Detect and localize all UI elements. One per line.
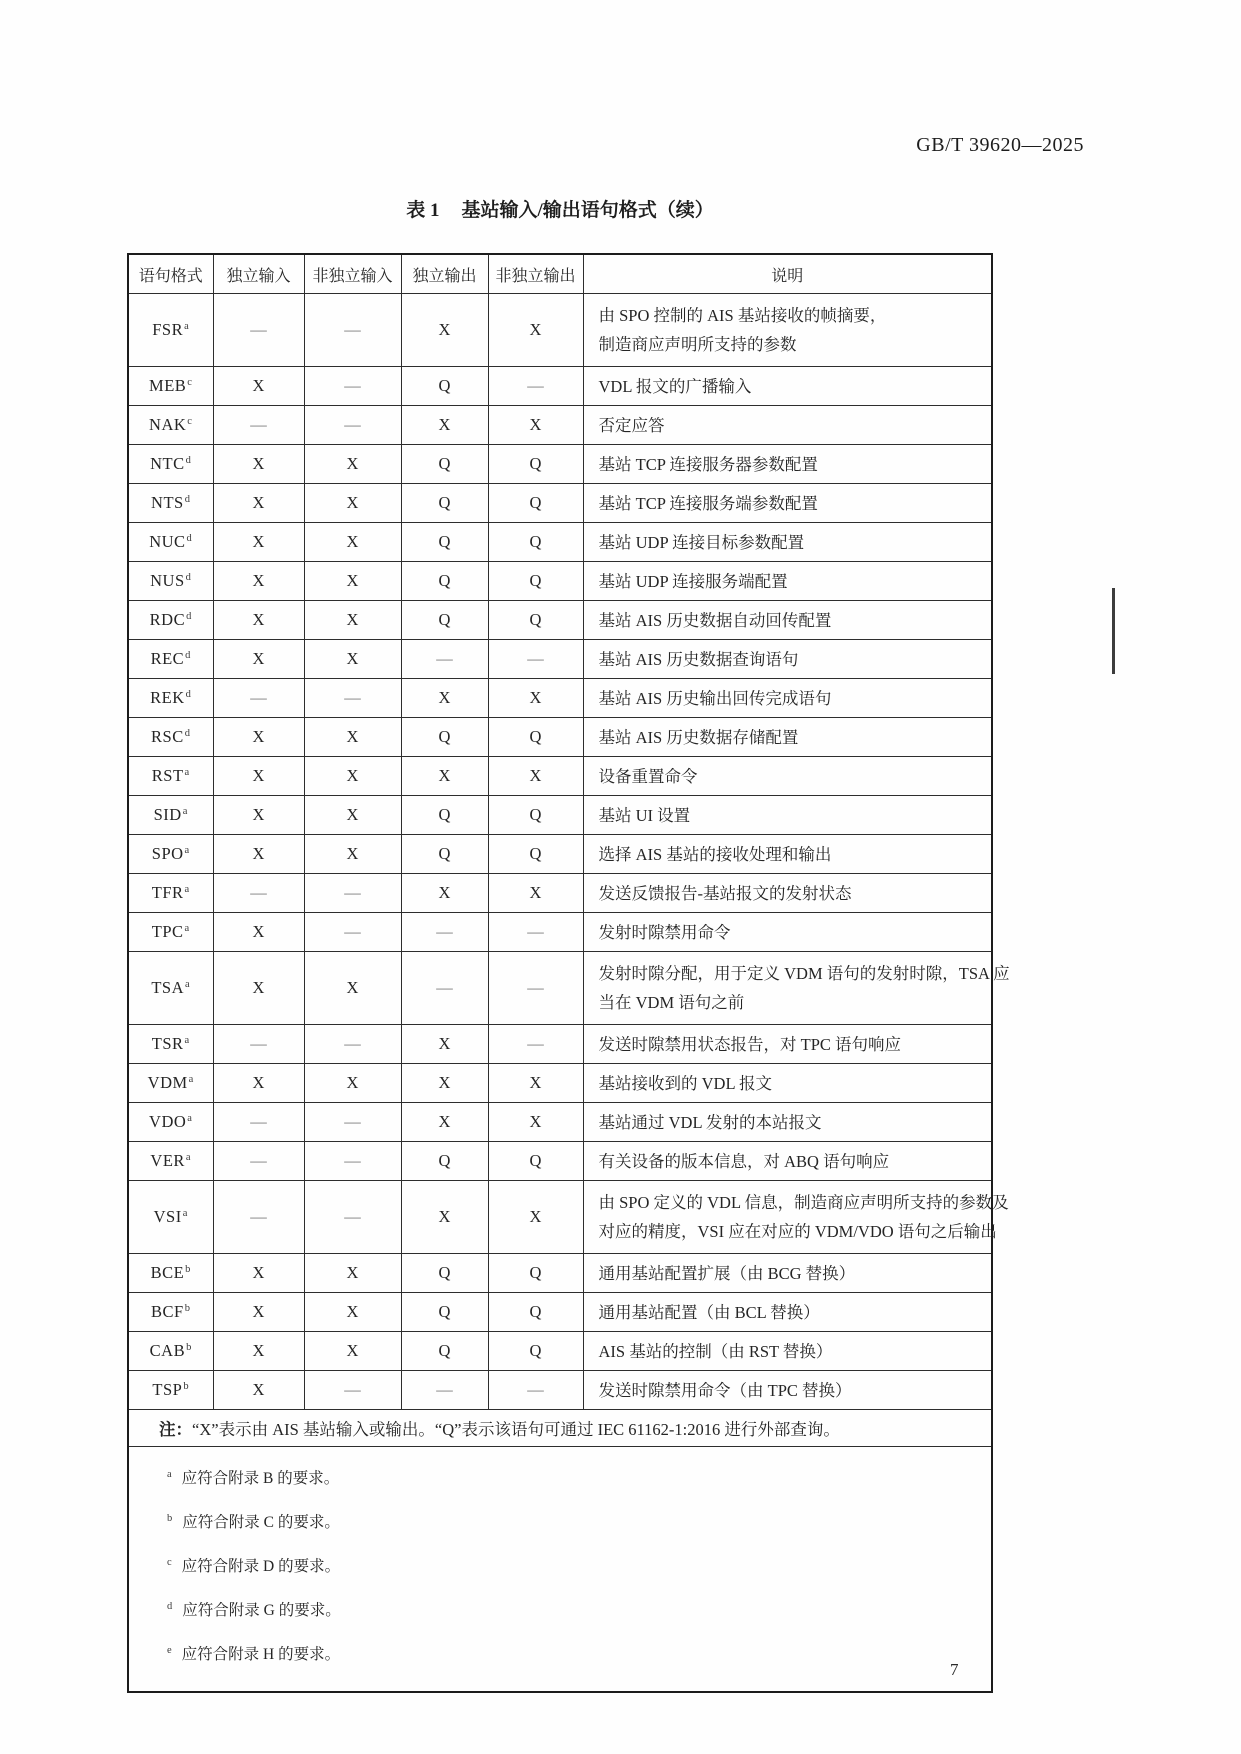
sentence-code-cell bbox=[128, 367, 213, 406]
footnote-text: 应符合附录 B 的要求。 bbox=[181, 1470, 340, 1487]
mark-cell: X bbox=[401, 679, 488, 718]
sentence-code: TSR bbox=[151, 1034, 184, 1053]
mark-cell: X bbox=[304, 796, 401, 835]
description-line: 基站 AIS 历史数据查询语句 bbox=[598, 649, 799, 669]
mark-cell: X bbox=[304, 952, 401, 1025]
description-cell bbox=[583, 1293, 992, 1332]
description-line: 基站 AIS 历史输出回传完成语句 bbox=[598, 688, 832, 708]
mark-cell: — bbox=[304, 294, 401, 367]
mark-cell: — bbox=[304, 406, 401, 445]
mark-cell: Q bbox=[488, 484, 583, 523]
description-cell bbox=[583, 679, 992, 718]
sentence-code-cell bbox=[128, 874, 213, 913]
mark-cell: X bbox=[401, 1064, 488, 1103]
column-header-sentence-format: 语句格式 bbox=[128, 254, 213, 294]
mark-cell: — bbox=[488, 952, 583, 1025]
description-line: 基站 TCP 连接服务端参数配置 bbox=[598, 493, 818, 513]
description-line: 基站 TCP 连接服务器参数配置 bbox=[598, 454, 818, 474]
mark-cell: X bbox=[213, 445, 304, 484]
mark-cell: X bbox=[304, 1064, 401, 1103]
table-row bbox=[128, 913, 992, 952]
mark-cell: X bbox=[304, 484, 401, 523]
mark-cell: X bbox=[401, 406, 488, 445]
footnote-line bbox=[167, 1455, 981, 1499]
description-line: 由 SPO 控制的 AIS 基站接收的帧摘要， bbox=[598, 306, 887, 325]
sentence-code: TFR bbox=[151, 883, 184, 902]
table-row bbox=[128, 952, 992, 1025]
sentence-code-cell bbox=[128, 640, 213, 679]
mark-cell: X bbox=[213, 484, 304, 523]
sentence-code: NAK bbox=[149, 415, 187, 434]
sentence-code-cell bbox=[128, 523, 213, 562]
column-header-independent-input: 独立输入 bbox=[213, 254, 304, 294]
description-line: 发送反馈报告-基站报文的发射状态 bbox=[598, 883, 852, 903]
mark-cell: X bbox=[488, 1064, 583, 1103]
mark-cell: Q bbox=[488, 562, 583, 601]
table-row bbox=[128, 874, 992, 913]
mark-cell: X bbox=[304, 562, 401, 601]
footnote-letter: a bbox=[167, 1469, 172, 1480]
footnote-marker: d bbox=[186, 533, 193, 544]
description-cell bbox=[583, 952, 1010, 1025]
sentence-code: RSC bbox=[151, 727, 184, 746]
description-line: 基站接收到的 VDL 报文 bbox=[598, 1073, 773, 1093]
description-line: 发送时隙禁用命令（由 TPC 替换） bbox=[598, 1380, 852, 1400]
mark-cell: Q bbox=[401, 367, 488, 406]
footnote-marker: a bbox=[184, 321, 190, 332]
description-line: 基站通过 VDL 发射的本站报文 bbox=[598, 1112, 822, 1132]
sentence-code-cell bbox=[128, 1103, 213, 1142]
mark-cell: Q bbox=[488, 718, 583, 757]
mark-cell: X bbox=[213, 562, 304, 601]
table-footnotes-row bbox=[128, 1447, 992, 1693]
footnote-marker: c bbox=[187, 416, 193, 427]
mark-cell: Q bbox=[488, 523, 583, 562]
mark-cell: X bbox=[213, 757, 304, 796]
mark-cell: X bbox=[304, 757, 401, 796]
mark-cell: — bbox=[401, 952, 488, 1025]
footnote-text: 应符合附录 C 的要求。 bbox=[182, 1514, 340, 1531]
mark-cell: X bbox=[401, 294, 488, 367]
table-row bbox=[128, 1103, 992, 1142]
column-header-description: 说明 bbox=[583, 254, 992, 294]
description-line: 基站 UI 设置 bbox=[598, 805, 691, 825]
revision-change-bar bbox=[1112, 588, 1115, 674]
mark-cell: — bbox=[213, 1142, 304, 1181]
sentence-code-cell bbox=[128, 679, 213, 718]
footnote-marker: a bbox=[182, 806, 188, 817]
mark-cell: Q bbox=[401, 523, 488, 562]
footnote-text: 应符合附录 D 的要求。 bbox=[181, 1558, 341, 1575]
sentence-code: FSR bbox=[152, 320, 184, 339]
sentence-code: NUC bbox=[149, 532, 186, 551]
description-cell bbox=[583, 367, 992, 406]
mark-cell: X bbox=[213, 1293, 304, 1332]
mark-cell: X bbox=[401, 1103, 488, 1142]
mark-cell: — bbox=[213, 1181, 304, 1254]
description-line: VDL 报文的广播输入 bbox=[598, 376, 752, 396]
table-title bbox=[127, 195, 993, 222]
mark-cell: X bbox=[304, 640, 401, 679]
footnote-marker: b bbox=[185, 1264, 191, 1275]
sentence-code-cell bbox=[128, 1371, 213, 1410]
mark-cell: X bbox=[488, 1181, 583, 1254]
sentence-format-table bbox=[127, 253, 1010, 1693]
table-footnotes bbox=[128, 1447, 992, 1693]
sentence-code-cell bbox=[128, 601, 213, 640]
mark-cell: Q bbox=[401, 1254, 488, 1293]
mark-cell: — bbox=[304, 913, 401, 952]
description-cell bbox=[583, 913, 992, 952]
sentence-code: VDM bbox=[147, 1073, 188, 1092]
mark-cell: X bbox=[488, 1103, 583, 1142]
sentence-code: RST bbox=[151, 766, 184, 785]
footnote-marker: d bbox=[184, 728, 191, 739]
sentence-code-cell bbox=[128, 835, 213, 874]
description-line: 基站 AIS 历史数据存储配置 bbox=[598, 727, 799, 747]
description-cell bbox=[583, 718, 992, 757]
mark-cell: X bbox=[213, 367, 304, 406]
description-cell bbox=[583, 1025, 992, 1064]
table-note bbox=[128, 1410, 992, 1447]
description-line: 发射时隙禁用命令 bbox=[598, 922, 731, 942]
footnote-text: 应符合附录 H 的要求。 bbox=[181, 1646, 341, 1663]
sentence-code: TSA bbox=[151, 978, 184, 997]
sentence-code-cell bbox=[128, 484, 213, 523]
mark-cell: — bbox=[304, 1025, 401, 1064]
table-row bbox=[128, 523, 992, 562]
mark-cell: X bbox=[213, 796, 304, 835]
mark-cell: — bbox=[213, 1025, 304, 1064]
mark-cell: — bbox=[401, 1371, 488, 1410]
table-row bbox=[128, 1332, 992, 1371]
table-row bbox=[128, 718, 992, 757]
description-cell bbox=[583, 1371, 992, 1410]
sentence-code: TPC bbox=[151, 922, 184, 941]
sentence-code: CAB bbox=[149, 1341, 186, 1360]
table-row bbox=[128, 796, 992, 835]
mark-cell: X bbox=[213, 1254, 304, 1293]
sentence-code: VER bbox=[150, 1151, 185, 1170]
description-line: 制造商应声明所支持的参数 bbox=[598, 335, 797, 354]
mark-cell: — bbox=[213, 294, 304, 367]
footnote-marker: a bbox=[184, 767, 190, 778]
footnote-letter: b bbox=[167, 1513, 173, 1524]
footnote-marker: b bbox=[184, 1303, 191, 1314]
footnote-letter: d bbox=[167, 1601, 173, 1612]
mark-cell: X bbox=[213, 952, 304, 1025]
sentence-code-cell bbox=[128, 718, 213, 757]
sentence-code-cell bbox=[128, 445, 213, 484]
description-line: 选择 AIS 基站的接收处理和输出 bbox=[598, 844, 832, 864]
mark-cell: X bbox=[304, 718, 401, 757]
mark-cell: X bbox=[304, 835, 401, 874]
description-line: 基站 UDP 连接目标参数配置 bbox=[598, 532, 805, 552]
footnote-marker: a bbox=[184, 1035, 190, 1046]
mark-cell: X bbox=[304, 1332, 401, 1371]
description-cell bbox=[583, 640, 992, 679]
table-row bbox=[128, 640, 992, 679]
table-row bbox=[128, 1142, 992, 1181]
description-line: 否定应答 bbox=[598, 415, 665, 435]
description-line: 对应的精度，VSI 应在对应的 VDM/VDO 语句之后输出 bbox=[598, 1222, 997, 1241]
description-cell bbox=[583, 523, 992, 562]
mark-cell: X bbox=[213, 1064, 304, 1103]
footnote-line bbox=[167, 1631, 981, 1675]
description-cell bbox=[583, 796, 992, 835]
mark-cell: X bbox=[213, 1332, 304, 1371]
table-row bbox=[128, 679, 992, 718]
page-number: 7 bbox=[950, 1660, 959, 1679]
footnote-marker: a bbox=[188, 1074, 194, 1085]
sentence-code-cell bbox=[128, 1254, 213, 1293]
table-row bbox=[128, 1181, 992, 1254]
mark-cell: Q bbox=[401, 1332, 488, 1371]
mark-cell: — bbox=[304, 1103, 401, 1142]
footnote-marker: d bbox=[184, 494, 191, 505]
standard-number: GB/T 39620—2025 bbox=[916, 134, 1084, 156]
footnote-marker: a bbox=[184, 923, 190, 934]
mark-cell: — bbox=[401, 640, 488, 679]
sentence-code: RDC bbox=[149, 610, 186, 629]
mark-cell: X bbox=[213, 718, 304, 757]
table-note-row bbox=[128, 1410, 992, 1447]
footnote-letter: e bbox=[167, 1645, 172, 1656]
sentence-code-cell bbox=[128, 406, 213, 445]
sentence-code: BCE bbox=[150, 1263, 185, 1282]
mark-cell: Q bbox=[401, 601, 488, 640]
sentence-code-cell bbox=[128, 1025, 213, 1064]
footnote-marker: b bbox=[186, 1342, 192, 1353]
mark-cell: Q bbox=[488, 1254, 583, 1293]
footnote-letter: c bbox=[167, 1557, 172, 1568]
note-label: 注： bbox=[159, 1420, 192, 1439]
note-text: “X”表示由 AIS 基站输入或输出。“Q”表示该语句可通过 IEC 61162-1:2016 进行外部查询。 bbox=[192, 1420, 840, 1439]
footnote-marker: a bbox=[185, 1152, 192, 1163]
description-line: 当在 VDM 语句之前 bbox=[598, 993, 745, 1012]
mark-cell: X bbox=[213, 601, 304, 640]
description-cell bbox=[583, 757, 992, 796]
footnote-marker: b bbox=[183, 1381, 190, 1392]
table-row bbox=[128, 1254, 992, 1293]
mark-cell: X bbox=[304, 523, 401, 562]
mark-cell: — bbox=[304, 1371, 401, 1410]
mark-cell: X bbox=[488, 757, 583, 796]
table-row bbox=[128, 367, 992, 406]
sentence-code-cell bbox=[128, 1142, 213, 1181]
footnote-marker: d bbox=[185, 650, 191, 661]
footnote-marker: d bbox=[186, 611, 192, 622]
mark-cell: X bbox=[488, 406, 583, 445]
sentence-code: SID bbox=[153, 805, 182, 824]
description-cell bbox=[583, 835, 992, 874]
description-cell bbox=[583, 445, 992, 484]
mark-cell: — bbox=[304, 679, 401, 718]
mark-cell: Q bbox=[488, 445, 583, 484]
description-cell bbox=[583, 562, 992, 601]
mark-cell: Q bbox=[401, 1293, 488, 1332]
footnote-marker: a bbox=[185, 979, 191, 990]
column-header-non-independent-input: 非独立输入 bbox=[304, 254, 401, 294]
mark-cell: Q bbox=[401, 562, 488, 601]
description-line: AIS 基站的控制（由 RST 替换） bbox=[598, 1341, 833, 1361]
mark-cell: — bbox=[304, 367, 401, 406]
description-line: 基站 UDP 连接服务端配置 bbox=[598, 571, 788, 591]
sentence-code: REK bbox=[150, 688, 185, 707]
footnote-line bbox=[167, 1543, 981, 1587]
sentence-code-cell bbox=[128, 1293, 213, 1332]
description-cell bbox=[583, 406, 992, 445]
footnote-marker: d bbox=[185, 689, 192, 700]
mark-cell: Q bbox=[488, 835, 583, 874]
mark-cell: — bbox=[488, 640, 583, 679]
mark-cell: Q bbox=[401, 1142, 488, 1181]
description-line: 由 SPO 定义的 VDL 信息，制造商应声明所支持的参数及 bbox=[598, 1193, 1009, 1212]
table-row bbox=[128, 562, 992, 601]
footnote-marker: c bbox=[187, 377, 193, 388]
table-row bbox=[128, 835, 992, 874]
sentence-code-cell bbox=[128, 1181, 213, 1254]
mark-cell: X bbox=[401, 1025, 488, 1064]
mark-cell: X bbox=[213, 523, 304, 562]
description-line: 通用基站配置（由 BCL 替换） bbox=[598, 1302, 820, 1322]
sentence-code: VDO bbox=[149, 1112, 187, 1131]
table-row bbox=[128, 406, 992, 445]
mark-cell: Q bbox=[488, 1332, 583, 1371]
column-header-non-independent-output: 非独立输出 bbox=[488, 254, 583, 294]
footnote-marker: a bbox=[184, 845, 190, 856]
sentence-code-cell bbox=[128, 952, 213, 1025]
sentence-code: NUS bbox=[150, 571, 185, 590]
description-line: 有关设备的版本信息，对 ABQ 语句响应 bbox=[598, 1151, 890, 1171]
mark-cell: Q bbox=[401, 484, 488, 523]
mark-cell: X bbox=[304, 601, 401, 640]
mark-cell: Q bbox=[401, 445, 488, 484]
mark-cell: — bbox=[488, 367, 583, 406]
footnote-line bbox=[167, 1587, 981, 1631]
sentence-code: BCF bbox=[151, 1302, 184, 1321]
table-row bbox=[128, 757, 992, 796]
mark-cell: Q bbox=[488, 601, 583, 640]
mark-cell: X bbox=[304, 1293, 401, 1332]
footnote-line bbox=[167, 1499, 981, 1543]
description-line: 设备重置命令 bbox=[598, 766, 698, 786]
sentence-code-cell bbox=[128, 1332, 213, 1371]
sentence-code: NTS bbox=[151, 493, 184, 512]
sentence-code: TSP bbox=[152, 1380, 183, 1399]
table-title-text: 基站输入/输出语句格式（续） bbox=[461, 200, 714, 221]
description-cell bbox=[583, 601, 992, 640]
sentence-code-cell bbox=[128, 294, 213, 367]
mark-cell: X bbox=[304, 445, 401, 484]
footnote-marker: a bbox=[187, 1113, 193, 1124]
mark-cell: X bbox=[213, 913, 304, 952]
description-cell bbox=[583, 874, 992, 913]
mark-cell: X bbox=[213, 640, 304, 679]
mark-cell: Q bbox=[401, 718, 488, 757]
mark-cell: X bbox=[488, 874, 583, 913]
mark-cell: — bbox=[488, 1371, 583, 1410]
footnote-marker: a bbox=[182, 1208, 188, 1219]
sentence-code-cell bbox=[128, 757, 213, 796]
mark-cell: Q bbox=[488, 796, 583, 835]
mark-cell: X bbox=[401, 757, 488, 796]
mark-cell: — bbox=[304, 1142, 401, 1181]
description-line: 基站 AIS 历史数据自动回传配置 bbox=[598, 610, 832, 630]
description-cell bbox=[583, 1181, 1009, 1254]
sentence-code: NTC bbox=[150, 454, 185, 473]
table-row bbox=[128, 1293, 992, 1332]
sentence-code-cell bbox=[128, 562, 213, 601]
description-cell bbox=[583, 1332, 992, 1371]
description-cell bbox=[583, 484, 992, 523]
mark-cell: — bbox=[213, 679, 304, 718]
mark-cell: X bbox=[213, 1371, 304, 1410]
table-row bbox=[128, 1025, 992, 1064]
description-cell bbox=[583, 1142, 992, 1181]
table-row bbox=[128, 445, 992, 484]
mark-cell: — bbox=[213, 874, 304, 913]
mark-cell: Q bbox=[401, 796, 488, 835]
sentence-code-cell bbox=[128, 1064, 213, 1103]
table-header-row bbox=[128, 254, 992, 294]
mark-cell: X bbox=[401, 1181, 488, 1254]
sentence-code-cell bbox=[128, 913, 213, 952]
table-row bbox=[128, 1371, 992, 1410]
description-cell bbox=[583, 294, 992, 367]
mark-cell: — bbox=[304, 874, 401, 913]
footnote-text: 应符合附录 G 的要求。 bbox=[182, 1602, 341, 1619]
mark-cell: — bbox=[488, 913, 583, 952]
mark-cell: X bbox=[401, 874, 488, 913]
table-row bbox=[128, 1064, 992, 1103]
sentence-code: MEB bbox=[149, 376, 187, 395]
mark-cell: X bbox=[213, 835, 304, 874]
description-cell bbox=[583, 1103, 992, 1142]
table-row bbox=[128, 484, 992, 523]
mark-cell: — bbox=[213, 1103, 304, 1142]
mark-cell: Q bbox=[401, 835, 488, 874]
footnote-marker: d bbox=[185, 455, 192, 466]
mark-cell: X bbox=[488, 679, 583, 718]
footnote-marker: a bbox=[184, 884, 190, 895]
mark-cell: Q bbox=[488, 1293, 583, 1332]
description-cell bbox=[583, 1254, 992, 1293]
sentence-code: SPO bbox=[151, 844, 184, 863]
table-row bbox=[128, 294, 992, 367]
mark-cell: X bbox=[304, 1254, 401, 1293]
description-cell bbox=[583, 1064, 992, 1103]
column-header-independent-output: 独立输出 bbox=[401, 254, 488, 294]
mark-cell: X bbox=[488, 294, 583, 367]
description-line: 发送时隙禁用状态报告，对 TPC 语句响应 bbox=[598, 1034, 902, 1054]
mark-cell: — bbox=[304, 1181, 401, 1254]
mark-cell: — bbox=[488, 1025, 583, 1064]
sentence-code: VSI bbox=[153, 1207, 182, 1226]
sentence-code-cell bbox=[128, 796, 213, 835]
table-row bbox=[128, 601, 992, 640]
table-title-prefix: 表 1 bbox=[406, 200, 440, 221]
sentence-code: REC bbox=[150, 649, 185, 668]
mark-cell: — bbox=[213, 406, 304, 445]
mark-cell: — bbox=[401, 913, 488, 952]
description-line: 通用基站配置扩展（由 BCG 替换） bbox=[598, 1263, 856, 1283]
footnote-marker: d bbox=[185, 572, 192, 583]
mark-cell: Q bbox=[488, 1142, 583, 1181]
description-line: 发射时隙分配，用于定义 VDM 语句的发射时隙，TSA 应 bbox=[598, 964, 1010, 983]
